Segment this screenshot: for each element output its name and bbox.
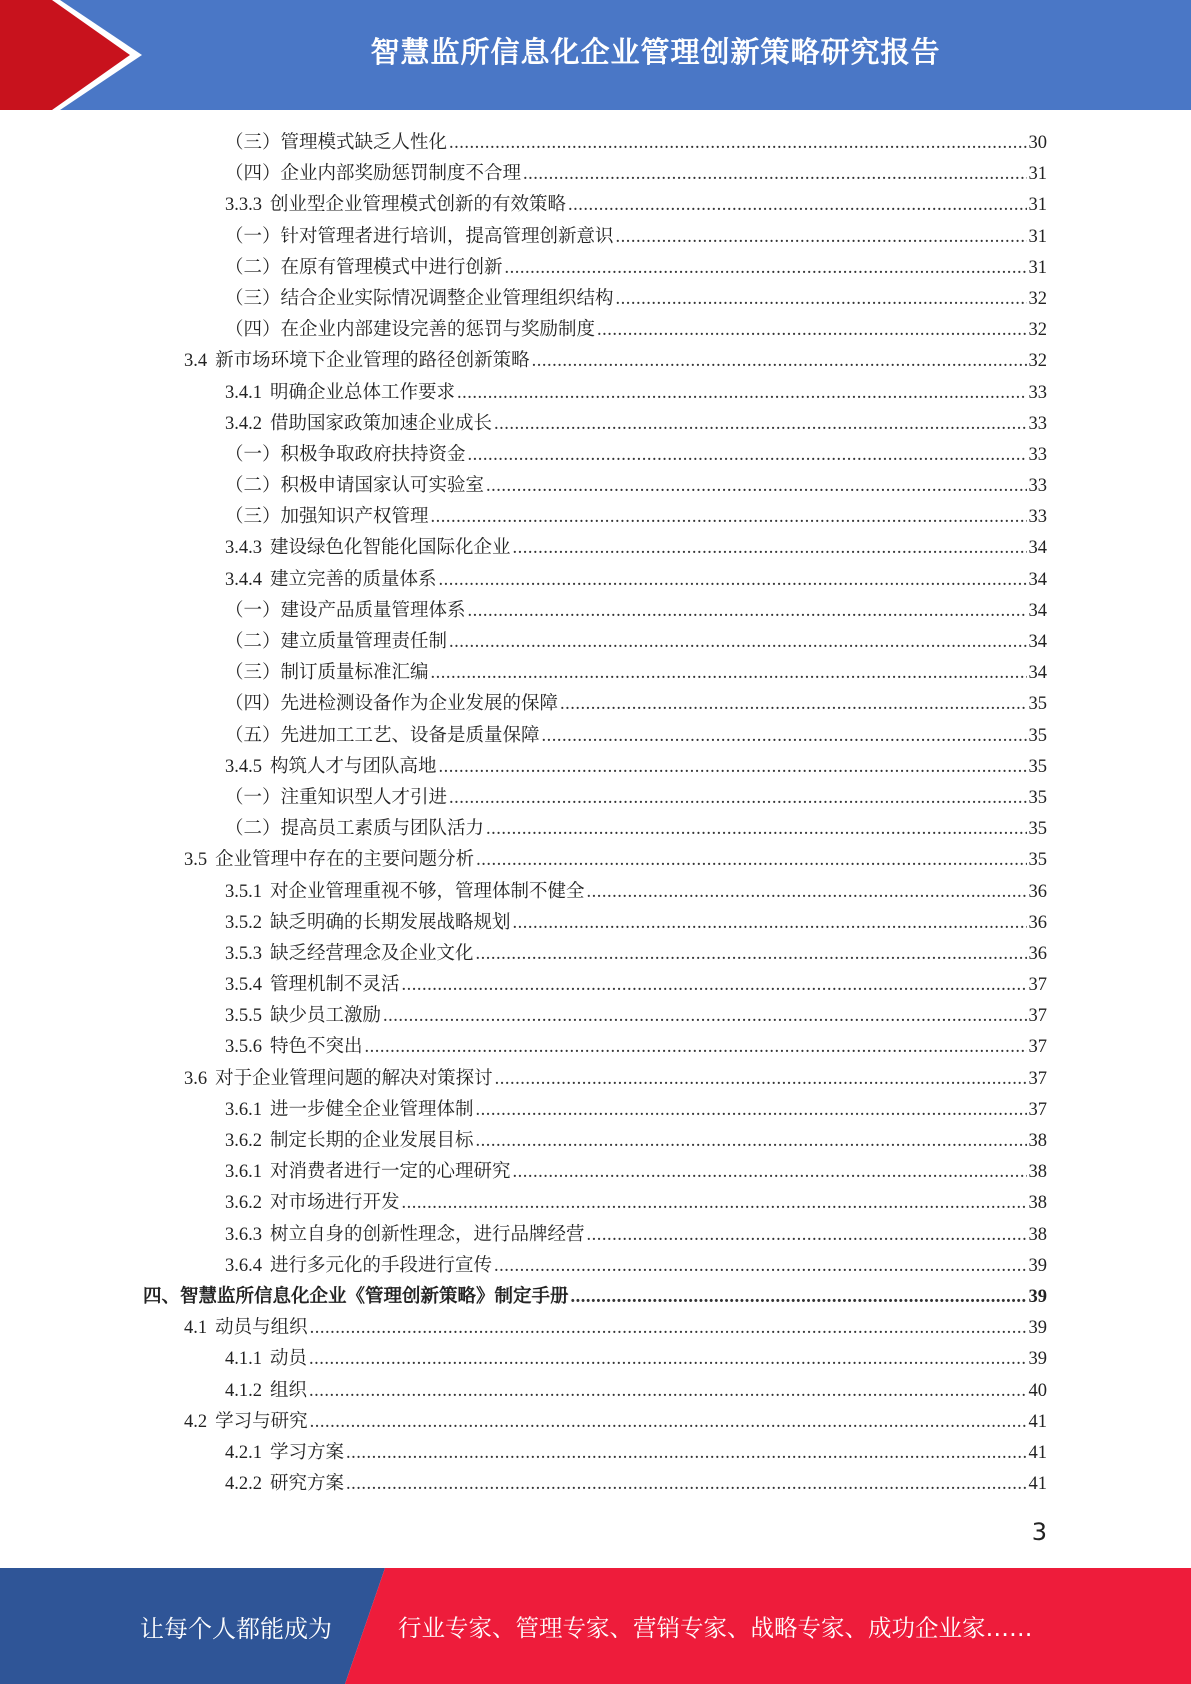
toc-entry-label — [225, 409, 492, 440]
toc-entry-label — [225, 190, 566, 221]
toc-leader-dots — [402, 1188, 1027, 1219]
toc-entry-number: 3.5.5 — [225, 1006, 262, 1027]
toc-leader-dots — [542, 721, 1027, 752]
toc-entry-page: 34 — [1028, 569, 1047, 590]
toc-entry-page: 37 — [1028, 975, 1047, 996]
toc-entry-label — [225, 1188, 400, 1219]
toc-entry-page: 39 — [1028, 1349, 1047, 1370]
toc-entry-number: 4.2.2 — [225, 1474, 262, 1495]
toc-entry-number: 3.4.4 — [225, 569, 262, 590]
document-title: 智慧监所信息化企业管理创新策略研究报告 — [370, 34, 941, 69]
toc-entry[interactable] — [0, 1469, 1191, 1500]
toc-entry-text: （二）积极申请国家认可实验室 — [225, 476, 485, 497]
toc-entry-number: 3.6.2 — [225, 1131, 262, 1151]
toc-entry-text: （二）在原有管理模式中进行创新 — [225, 257, 503, 278]
toc-leader-dots — [310, 1407, 1027, 1438]
toc-entry-text: 借助国家政策加速企业成长 — [270, 413, 493, 434]
toc-entry[interactable] — [0, 1032, 1191, 1063]
toc-entry-text: 动员 — [270, 1349, 308, 1370]
toc-entry-page: 36 — [1028, 912, 1047, 933]
header-band — [0, 0, 1191, 110]
toc-leader-dots — [616, 284, 1027, 315]
toc-entry-number: 3.4.1 — [225, 382, 262, 403]
toc-entry[interactable] — [0, 253, 1191, 284]
toc-entry-number: 3.5.2 — [225, 912, 262, 933]
toc-leader-dots — [476, 939, 1027, 970]
toc-entry[interactable] — [0, 315, 1191, 346]
toc-entry-number: 3.4.5 — [225, 756, 262, 777]
toc-entry[interactable] — [0, 970, 1191, 1001]
toc-entry-page: 33 — [1028, 413, 1047, 434]
toc-entry-text: 树立自身的创新性理念，进行品牌经营 — [270, 1224, 585, 1245]
toc-entry-text: （四）在企业内部建设完善的惩罚与奖励制度 — [225, 320, 596, 341]
toc-entry-label — [225, 1157, 511, 1188]
toc-entry-page: 33 — [1028, 382, 1047, 403]
toc-entry[interactable] — [0, 128, 1191, 159]
toc-entry-page: 32 — [1028, 288, 1047, 309]
toc-entry-label — [225, 1438, 344, 1469]
toc-leader-dots — [309, 1344, 1026, 1375]
toc-entry[interactable] — [0, 471, 1191, 502]
toc-entry[interactable] — [0, 440, 1191, 471]
toc-entry[interactable] — [0, 409, 1191, 440]
toc-leader-dots — [568, 190, 1026, 221]
toc-entry-label — [225, 658, 429, 689]
toc-leader-dots — [587, 1220, 1027, 1251]
toc-entry-text: （二）建立质量管理责任制 — [225, 632, 448, 652]
toc-entry-page: 31 — [1028, 226, 1047, 247]
toc-leader-dots — [513, 533, 1027, 564]
footer-band — [0, 1568, 1191, 1684]
toc-entry-label — [225, 939, 474, 970]
toc-entry[interactable] — [0, 378, 1191, 409]
toc-entry-number: 3.4.2 — [225, 413, 262, 434]
toc-leader-dots — [449, 627, 1026, 658]
toc-entry-number: 3.5.3 — [225, 943, 262, 964]
toc-leader-dots — [468, 596, 1027, 627]
toc-entry-page: 37 — [1028, 1037, 1047, 1058]
toc-entry[interactable] — [0, 658, 1191, 689]
toc-leader-dots — [532, 346, 1027, 377]
toc-entry-page: 41 — [1028, 1442, 1047, 1463]
toc-entry-label — [225, 253, 503, 284]
toc-leader-dots — [476, 845, 1026, 876]
toc-entry-page: 39 — [1028, 1318, 1047, 1339]
toc-entry-page: 36 — [1028, 943, 1047, 964]
toc-leader-dots — [587, 877, 1027, 908]
toc-entry-text: 对消费者进行一定的心理研究 — [270, 1162, 511, 1183]
toc-entry[interactable] — [0, 721, 1191, 752]
toc-entry[interactable] — [0, 908, 1191, 939]
toc-entry-label — [225, 1032, 363, 1063]
toc-entry-number: 3.6.4 — [225, 1255, 262, 1276]
toc-leader-dots — [571, 1282, 1027, 1313]
toc-entry-label — [143, 1282, 569, 1313]
toc-entry-page: 34 — [1028, 600, 1047, 621]
toc-entry-text: （四）先进检测设备作为企业发展的保障 — [225, 694, 559, 715]
toc-entry-text: 建设绿色化智能化国际化企业 — [270, 538, 511, 559]
toc-entry[interactable] — [0, 1376, 1191, 1407]
toc-entry-text: 缺乏经营理念及企业文化 — [270, 943, 474, 964]
toc-entry[interactable] — [0, 533, 1191, 564]
toc-leader-dots — [346, 1469, 1026, 1500]
toc-entry-label — [184, 845, 474, 876]
toc-entry-page: 35 — [1028, 725, 1047, 746]
toc-entry-number: 3.5.6 — [225, 1037, 262, 1058]
toc-leader-dots — [468, 440, 1027, 471]
toc-entry[interactable] — [0, 1438, 1191, 1469]
toc-entry-label — [225, 1251, 492, 1282]
table-of-contents — [0, 128, 1191, 1500]
toc-entry[interactable] — [0, 752, 1191, 783]
toc-entry[interactable] — [0, 159, 1191, 190]
toc-entry-label — [225, 284, 614, 315]
toc-entry[interactable] — [0, 1095, 1191, 1126]
toc-entry-text: 四、智慧监所信息化企业《管理创新策略》制定手册 — [143, 1286, 569, 1307]
toc-entry-label — [225, 565, 437, 596]
toc-entry-text: 组织 — [270, 1380, 308, 1401]
page-number: 3 — [1031, 1518, 1047, 1546]
toc-entry[interactable] — [0, 596, 1191, 627]
toc-leader-dots — [383, 1001, 1026, 1032]
toc-leader-dots — [439, 752, 1027, 783]
toc-entry-label — [225, 752, 437, 783]
toc-entry-page: 41 — [1028, 1411, 1047, 1432]
toc-entry-number: 3.3.3 — [225, 195, 262, 216]
toc-leader-dots — [457, 378, 1026, 409]
toc-entry[interactable] — [0, 1313, 1191, 1344]
toc-entry-number: 3.6.1 — [225, 1162, 262, 1183]
toc-entry-page: 35 — [1028, 694, 1047, 715]
toc-entry-text: 进行多元化的手段进行宣传 — [270, 1255, 493, 1276]
toc-entry-number: 3.4.3 — [225, 538, 262, 559]
toc-entry-label — [225, 1344, 307, 1375]
toc-entry-text: （五）先进加工工艺、设备是质量保障 — [225, 725, 540, 746]
toc-entry-text: （三）加强知识产权管理 — [225, 507, 429, 528]
toc-entry-text: 特色不突出 — [270, 1037, 363, 1058]
toc-leader-dots — [346, 1438, 1026, 1469]
toc-leader-dots — [513, 908, 1027, 939]
toc-entry-label — [225, 627, 447, 658]
toc-entry-text: （四）企业内部奖励惩罚制度不合理 — [225, 164, 522, 185]
toc-leader-dots — [560, 689, 1026, 720]
toc-leader-dots — [494, 1251, 1026, 1282]
toc-leader-dots — [616, 222, 1027, 253]
header-arrow-icon — [0, 0, 150, 110]
toc-entry[interactable] — [0, 1344, 1191, 1375]
toc-entry-label — [184, 1313, 308, 1344]
toc-entry-number: 4.1 — [184, 1318, 208, 1339]
toc-entry-text: 缺乏明确的长期发展战略规划 — [270, 912, 511, 933]
toc-leader-dots — [494, 409, 1026, 440]
toc-entry[interactable] — [0, 689, 1191, 720]
toc-entry-text: 学习与研究 — [215, 1411, 308, 1432]
toc-entry-text: 建立完善的质量体系 — [270, 569, 437, 590]
toc-entry[interactable] — [0, 1126, 1191, 1157]
toc-entry[interactable] — [0, 627, 1191, 658]
toc-entry-number: 3.6.3 — [225, 1224, 262, 1245]
toc-entry-page: 37 — [1028, 1006, 1047, 1027]
toc-leader-dots — [486, 814, 1026, 845]
toc-entry-label — [225, 1126, 474, 1157]
toc-entry-page: 38 — [1028, 1224, 1047, 1245]
toc-entry-label — [225, 783, 447, 814]
toc-entry-page: 35 — [1028, 756, 1047, 777]
toc-entry-label — [225, 1095, 474, 1126]
toc-entry[interactable] — [0, 222, 1191, 253]
toc-entry-text: 学习方案 — [270, 1442, 345, 1463]
toc-entry-label — [225, 1376, 307, 1407]
toc-entry-text: 进一步健全企业管理体制 — [270, 1099, 474, 1120]
toc-entry-label — [225, 877, 585, 908]
toc-entry[interactable] — [0, 845, 1191, 876]
toc-entry-label — [225, 689, 558, 720]
toc-entry-label — [184, 1064, 493, 1095]
toc-entry-page: 38 — [1028, 1131, 1047, 1151]
toc-leader-dots — [310, 1313, 1027, 1344]
toc-leader-dots — [476, 1126, 1027, 1157]
toc-entry[interactable] — [0, 1001, 1191, 1032]
toc-entry-page: 30 — [1028, 133, 1047, 153]
toc-entry-label — [184, 1407, 308, 1438]
toc-entry-page: 33 — [1028, 507, 1047, 528]
toc-entry-text: （一）针对管理者进行培训，提高管理创新意识 — [225, 226, 614, 247]
toc-entry-page: 38 — [1028, 1162, 1047, 1183]
toc-entry-number: 3.5.4 — [225, 975, 262, 996]
toc-entry-label — [225, 1001, 381, 1032]
toc-entry-page: 32 — [1028, 320, 1047, 341]
toc-entry-number: 3.4 — [184, 351, 208, 372]
toc-leader-dots — [365, 1032, 1027, 1063]
toc-entry-number: 3.6 — [184, 1068, 208, 1089]
toc-entry-page: 34 — [1028, 632, 1047, 652]
toc-entry-text: （一）注重知识型人才引进 — [225, 787, 448, 808]
toc-entry[interactable] — [0, 1282, 1191, 1313]
toc-entry[interactable] — [0, 346, 1191, 377]
toc-leader-dots — [439, 565, 1027, 596]
toc-entry[interactable] — [0, 939, 1191, 970]
toc-entry-label — [225, 908, 511, 939]
toc-entry-number: 4.1.2 — [225, 1380, 262, 1401]
toc-entry-label — [225, 596, 466, 627]
toc-entry[interactable] — [0, 783, 1191, 814]
toc-entry-text: 创业型企业管理模式创新的有效策略 — [270, 195, 567, 216]
toc-entry-label — [225, 471, 484, 502]
toc-entry-number: 3.6.1 — [225, 1099, 262, 1120]
toc-entry-number: 3.5.1 — [225, 881, 262, 902]
toc-entry-number: 4.2 — [184, 1411, 208, 1432]
toc-entry-number: 3.5 — [184, 850, 208, 871]
toc-entry-page: 36 — [1028, 881, 1047, 902]
toc-entry-text: 企业管理中存在的主要问题分析 — [215, 850, 475, 871]
toc-entry-text: 动员与组织 — [215, 1318, 308, 1339]
toc-entry[interactable] — [0, 565, 1191, 596]
toc-entry-label — [225, 533, 511, 564]
toc-entry-label — [225, 222, 614, 253]
toc-entry-page: 31 — [1028, 257, 1047, 278]
toc-entry-text: 制定长期的企业发展目标 — [270, 1131, 474, 1151]
toc-leader-dots — [523, 159, 1026, 190]
toc-leader-dots — [597, 315, 1026, 346]
toc-entry[interactable] — [0, 1251, 1191, 1282]
toc-entry-label — [225, 1220, 585, 1251]
toc-entry-page: 34 — [1028, 538, 1047, 559]
toc-entry[interactable] — [0, 1407, 1191, 1438]
toc-entry[interactable] — [0, 284, 1191, 315]
toc-entry-page: 35 — [1028, 787, 1047, 808]
toc-entry-text: （三）制订质量标准汇编 — [225, 663, 429, 684]
toc-entry-label — [225, 970, 400, 1001]
toc-entry-page: 37 — [1028, 1099, 1047, 1120]
toc-entry-page: 31 — [1028, 164, 1047, 185]
toc-entry-page: 35 — [1028, 850, 1047, 871]
toc-leader-dots — [402, 970, 1027, 1001]
toc-entry-text: （二）提高员工素质与团队活力 — [225, 819, 485, 840]
toc-entry-page: 40 — [1028, 1380, 1047, 1401]
toc-leader-dots — [309, 1376, 1026, 1407]
toc-entry-label — [225, 128, 447, 159]
toc-entry-text: 对于企业管理问题的解决对策探讨 — [215, 1068, 493, 1089]
toc-entry-label — [225, 814, 484, 845]
toc-entry[interactable] — [0, 190, 1191, 221]
toc-entry-page: 33 — [1028, 476, 1047, 497]
toc-entry-text: 管理机制不灵活 — [270, 975, 400, 996]
toc-entry-text: （一）积极争取政府扶持资金 — [225, 444, 466, 465]
toc-entry-text: 研究方案 — [270, 1474, 345, 1495]
toc-entry[interactable] — [0, 814, 1191, 845]
toc-entry-text: 明确企业总体工作要求 — [270, 382, 456, 403]
toc-leader-dots — [476, 1095, 1027, 1126]
toc-entry-number: 4.2.1 — [225, 1442, 262, 1463]
toc-entry-page: 41 — [1028, 1474, 1047, 1495]
toc-entry-page: 33 — [1028, 444, 1047, 465]
toc-entry-page: 39 — [1028, 1286, 1047, 1307]
toc-entry-number: 4.1.1 — [225, 1349, 262, 1370]
toc-entry-label — [225, 721, 540, 752]
toc-entry-label — [225, 159, 521, 190]
toc-entry-label — [225, 315, 595, 346]
toc-entry-label — [225, 502, 429, 533]
toc-entry-label — [225, 1469, 344, 1500]
toc-entry-text: 缺少员工激励 — [270, 1006, 382, 1027]
toc-entry[interactable] — [0, 1064, 1191, 1095]
toc-entry-text: 新市场环境下企业管理的路径创新策略 — [215, 351, 530, 372]
toc-leader-dots — [505, 253, 1027, 284]
toc-entry[interactable] — [0, 1157, 1191, 1188]
toc-leader-dots — [513, 1157, 1027, 1188]
toc-entry[interactable] — [0, 502, 1191, 533]
toc-entry-text: 对市场进行开发 — [270, 1193, 400, 1214]
toc-entry[interactable] — [0, 877, 1191, 908]
toc-entry-page: 31 — [1028, 195, 1047, 216]
toc-leader-dots — [431, 502, 1027, 533]
toc-leader-dots — [431, 658, 1027, 689]
toc-entry-page: 39 — [1028, 1255, 1047, 1276]
toc-entry[interactable] — [0, 1220, 1191, 1251]
toc-entry-label — [184, 346, 530, 377]
toc-leader-dots — [495, 1064, 1027, 1095]
toc-entry-text: （一）建设产品质量管理体系 — [225, 600, 466, 621]
footer-slogan-left: 让每个人都能成为 — [140, 1614, 332, 1643]
toc-entry-text: 构筑人才与团队高地 — [270, 756, 437, 777]
toc-entry-page: 38 — [1028, 1193, 1047, 1214]
toc-entry-number: 3.6.2 — [225, 1193, 262, 1214]
toc-entry-page: 34 — [1028, 663, 1047, 684]
toc-entry-page: 32 — [1028, 351, 1047, 372]
toc-entry-page: 35 — [1028, 819, 1047, 840]
toc-entry-text: （三）管理模式缺乏人性化 — [225, 133, 448, 153]
toc-entry-text: （三）结合企业实际情况调整企业管理组织结构 — [225, 288, 614, 309]
footer-slogan-right: 行业专家、管理专家、营销专家、战略专家、成功企业家…… — [398, 1614, 1033, 1642]
toc-entry-text: 对企业管理重视不够，管理体制不健全 — [270, 881, 585, 902]
toc-leader-dots — [449, 128, 1026, 159]
toc-entry[interactable] — [0, 1188, 1191, 1219]
toc-entry-page: 37 — [1028, 1068, 1047, 1089]
toc-entry-label — [225, 378, 455, 409]
toc-entry-label — [225, 440, 466, 471]
toc-leader-dots — [486, 471, 1026, 502]
toc-leader-dots — [449, 783, 1026, 814]
